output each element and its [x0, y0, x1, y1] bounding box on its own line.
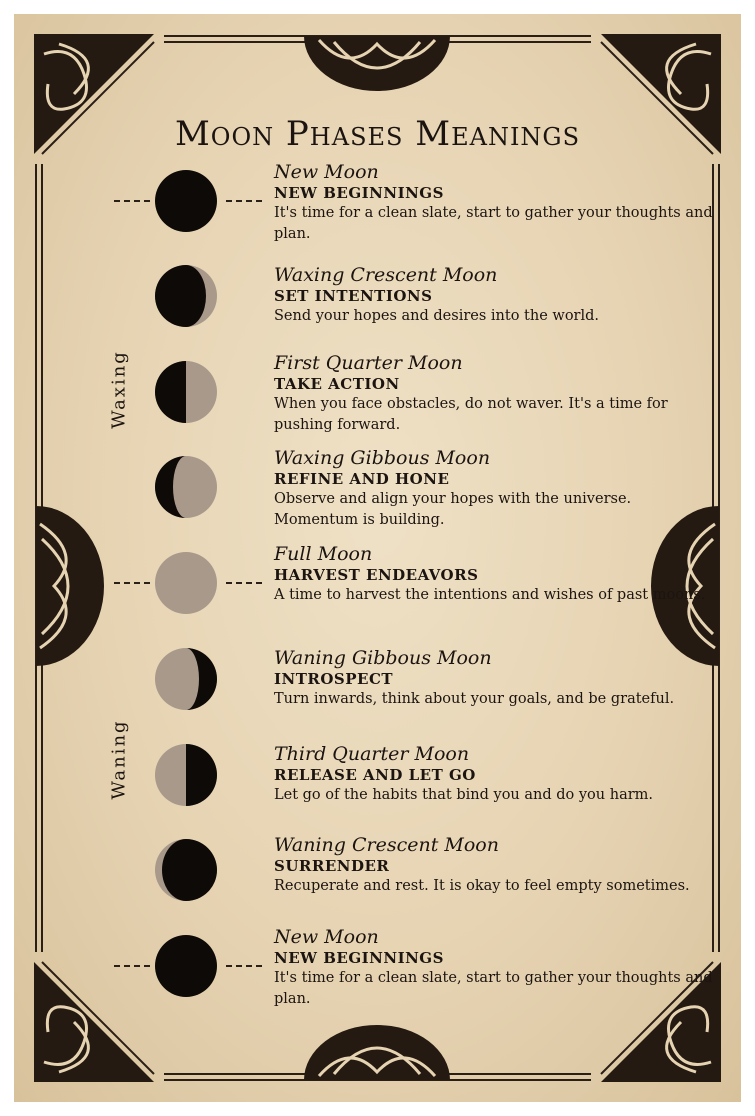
- waning-label: Waning: [108, 719, 130, 800]
- full-moon-icon: [154, 551, 218, 615]
- phase-description: Recuperate and rest. It is okay to feel empty sometimes.: [274, 878, 690, 894]
- phase-description: When you face obstacles, do not waver. It's a time for pushing forward.: [274, 396, 668, 433]
- phase-keyword: RELEASE AND LET GO: [274, 766, 476, 784]
- phase-keyword: INTROSPECT: [274, 670, 394, 688]
- phase-keyword: SET INTENTIONS: [274, 287, 433, 305]
- first-quarter-moon-icon: [154, 360, 218, 424]
- waning-gibbous-moon-icon: [154, 647, 218, 711]
- phase-name: New Moon: [274, 161, 379, 183]
- new-moon-icon: [154, 169, 218, 233]
- page-title: Moon Phases Meanings: [174, 114, 581, 154]
- poster: [14, 14, 741, 1102]
- waning-crescent-moon-icon: [154, 838, 218, 902]
- phase-name: New Moon: [274, 926, 379, 948]
- phase-name: Waxing Crescent Moon: [274, 264, 498, 286]
- phase-description: Turn inwards, think about your goals, and be grateful.: [274, 691, 675, 707]
- phase-keyword: NEW BEGINNINGS: [274, 949, 444, 967]
- phase-keyword: SURRENDER: [274, 857, 390, 875]
- phase-description: A time to harvest the intentions and wishes of past moons.: [274, 587, 706, 603]
- dash-left: [114, 200, 150, 202]
- phase-name: Waning Crescent Moon: [274, 834, 499, 856]
- dash-right: [226, 582, 262, 584]
- waxing-crescent-moon-icon: [154, 264, 218, 328]
- dash-left: [114, 965, 150, 967]
- dash-right: [226, 200, 262, 202]
- phase-keyword: TAKE ACTION: [274, 375, 400, 393]
- phase-name: Waxing Gibbous Moon: [274, 447, 491, 469]
- dash-left: [114, 582, 150, 584]
- new-moon-icon: [154, 934, 218, 998]
- waxing-gibbous-moon-icon: [154, 455, 218, 519]
- phase-description: Let go of the habits that bind you and do you harm.: [274, 787, 654, 803]
- phase-name: Full Moon: [274, 543, 373, 565]
- phase-description: It's time for a clean slate, start to gather your thoughts and plan.: [274, 205, 713, 242]
- phase-keyword: HARVEST ENDEAVORS: [274, 566, 479, 584]
- phase-keyword: NEW BEGINNINGS: [274, 184, 444, 202]
- waxing-label: Waxing: [108, 350, 130, 429]
- third-quarter-moon-icon: [154, 743, 218, 807]
- phase-name: Third Quarter Moon: [274, 743, 470, 765]
- phase-description: Observe and align your hopes with the universe. Momentum is building.: [274, 491, 632, 528]
- phase-keyword: REFINE AND HONE: [274, 470, 450, 488]
- phase-description: Send your hopes and desires into the world.: [274, 308, 600, 324]
- phase-name: Waning Gibbous Moon: [274, 647, 492, 669]
- dash-right: [226, 965, 262, 967]
- phase-description: It's time for a clean slate, start to gather your thoughts and plan.: [274, 970, 713, 1007]
- phase-name: First Quarter Moon: [274, 352, 463, 374]
